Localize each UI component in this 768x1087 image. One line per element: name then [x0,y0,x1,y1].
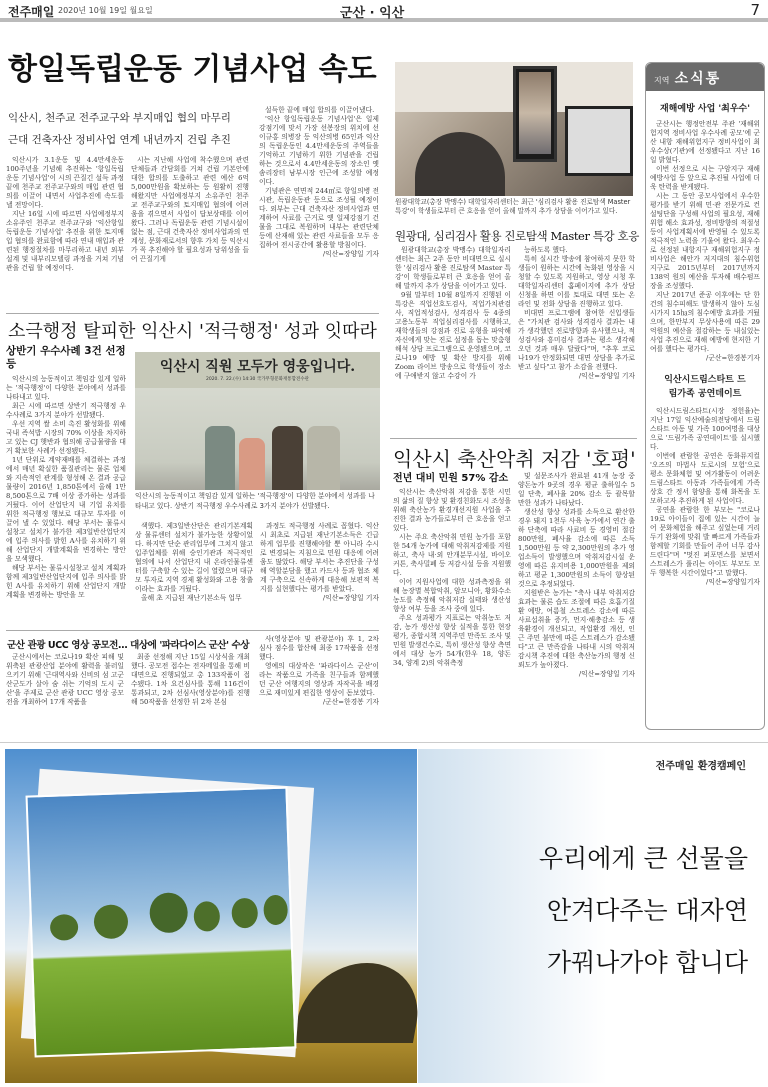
photo-banner-subtext: 2020. 7. 22.(수) 14:30 국가무형문화재통합전수관 [205,377,310,382]
article5-col2: 및 설문조사가 완료된 41개 농장 중 양돈농가 9곳의 경우 평균 출하일수 5일 단축, 폐사율 20% 감소 등 괄목할 만한 성과가 나타났다. 생산성 향상 성과를 소득으로 환산한 경우 돼지 1천두 사육 농가에서 연간 출하 단축에 따라 사료비 등 경영비 절감 800만원, 폐사율 감소에 따른 소득 1,500만원 등 약 2,300만원의 추가 영업소득이 발생했으며 악취저감시설 운영에 따른 유지비용 1,000만원을 제외하고 평균 1,300만원의 소득이 향상된 것으로 추정되었다. 지원받은 농가는 "축사 내부 악취저감효과는 물론 습도 조절에 따른 호흡기질환 예방, 여름철 스트레스 감소에 따른 사료섭취율 증가, 먼지·해충감소 등 생육환경이 개선되고, 작업환경 개선, 인근 주민 불만에 따른 스트레스가 감소됐다"고 큰 만족감을 나타내 시의 악취저감시책 추진에 대한 축산농가의 행정 신뢰도가 높아졌다. /익산=장양일 기자 [518,472,635,678]
sidebar-item-body: 군산시는 행정안전부 주관 '재해위험지역 정비사업 우수사례 공모'에 군산 내항 재해위험지구 정비사업이 최우수상(기관)에 선정됐다고 지난 16일 밝혔다. 이번 선정으로 시는 구암지구 재해예방사업 등 앞으로 추진될 사업에 더욱 탄력을 받게됐다. 시는 그 동안 공모사업에서 우수한 평가를 받기 위해 민·관 전문가로 컨설팅단을 구성해 사업의 필요성, 재해위험 해소 효과성, 정비방향의 적절성 등이 사업계획서에 반영될 수 있도록 적극적인 노력을 기울여 왔다. 최우수로 선정된 내항지구 재해위험지구 정비사업은 해안가 저지대의 침수위험지구로 2015년부터 2017년까지 138억 원의 예산을 투자해 배수펌프장을 조성했다. 지난 2017년 준공 이후에는 단 한 건의 침수피해도 발생하지 않아 도심 시가지 15㏊의 침수예방 효과를 거뒀으며, 한만부지 무상사용에 따른 29억원의 예산을 절감하는 등 내실있는 사업 추진으로 재해 예방에 현저한 기여를 했다는 평가다. [650,120,760,353]
article1-col2: 시는 지난해 사업에 착수했으며 관련 단체들과 간담회를 거쳐 건립 기본안에 대한 합의를 도출하고 관련 예산 6억5,000만원을 확보하는 등 원활히 진행해왔지만 사업예정부지 소유주인 천주교 전주교구와의 토지매입 협의에 어려움을 겪으면서 사업이 답보상태를 이어왔다. 그러나 독립운동 관련 기념시설이 없는 점, 근대 건축자산 정비사업과의 연계성, 문화재로서의 향후 가치 등 익산시가 꼭 추진해야 할 필요성과 당위성을 들어 끈질기게 [131,156,250,263]
sidebar-item-byline: /익산=장양일기자 [706,578,760,586]
local-news-sidebar [645,62,765,730]
tree [231,898,258,929]
divider [390,438,637,439]
article3-col3: 사(영상분야 및 관광분야) 후 1, 2차 심사 점수를 합산해 최종 17작품을 선정했다. 영예의 대상작은 '파라다이스 군산'이라는 작품으로 가족을 친구들과 함께했던 군산 여행지의 영상과 자작곡을 배경으로 재미있게 편집한 영상이 돋보였다. /군산=한경봉 기자 [259,635,379,706]
article1-byline: /익산=장양일 기자 [322,250,379,258]
article1-col1: 익산시가 3.1운동 및 4.4만세운동 100주년을 기념해 추진하는 '항일독립운동 기념사업'이 시의 끈질긴 설득 과정 끝에 천주교 전주교구와의 매입 관련 협의를 이끌어 내면서 사업추진에 속도를 낼 전망이다. 지난 16일 시에 따르면 사업예정부지 소유주인 천주교 전주교구와 '익산항일독립운동 기념사업' 추진을 위한 토지매입 협의를 완료함에 따라 연내 매입과 관련된 행정절차를 마무리하고 내년 외부설계 및 내부리모델링 과정을 거쳐 기념관을 건립 할 예정이다. [6,156,125,272]
article2-photo-caption: 익산시의 능동적이고 책임감 있게 일하는 '적극행정'이 다양한 분야에서 성과를 나타내고 있다. 상반기 적극행정 우수사례로 3가지 분야가 선발됐다. [135,492,375,510]
article5-subhead: 전년 대비 민원 57% 감소 [393,473,509,484]
environment-campaign-ad [0,742,768,1087]
paper-logo: 전주매일 [8,5,55,19]
sidebar-item-title: 재해예방 사업 '최우수' [659,104,751,114]
sidebar-item-title: 익산시드림스타트 드림가족 공연데이트 [664,375,746,399]
sidebar-header: 지역 소식통 [646,63,764,91]
ad-inner-photo [26,787,297,1058]
tree [50,914,79,941]
person-figure [415,132,505,196]
sidebar-item-body: 익산시드림스타트(시장 정헌율)는 지난 17일 익산예술의전당에서 드림스타트 아동 및 가족 100여명을 대상으로 '드림가족 공연데이트'를 실시했다. 이번에 관람한 공연은 동화뮤지컬 '오즈의 마법사 도로시의 모험'으로 평소 문화체험 및 여가활동이 어려운 드림스타트 아동과 가족들에게 가족 상호 간 정서 함양을 통해 화목을 도모하고자 추진하게 된 사업이다. 공연을 관람한 한 부모는 "코로나19로 아이들이 집에 있는 시간이 늘어 문화체험을 해주고 싶었는데 거리두기 완화에 맞춰 발 빠르게 가족들과 함께할 기회를 만들어 주어 너무 감사드린다"며 "멋진 퍼포먼스를 보면서 스트레스가 풀리는 아이도 부모도 모두 행복한 시간이었다"고 말했다. [650,407,760,577]
article1-subhead-1: 익산시, 천주교 전주교구와 부지매입 협의 마무리 [8,112,231,124]
article1-col3: 설득한 끝에 매입 합의를 이끌어냈다. '익산 항일독립운동 기념사업'은 일제강점기에 맞서 가장 선봉장의 위치에 선 이규홍 의병장 등 익산의병 65인과 익산의 독립운동인 4.4만세운동의 주역들을 기억하고 기념하기 위한 기념관을 건립하는 것으로서 4.4만세운동의 장소인 옛 솜리장터 남부시장 인근에 조성할 예정이다. 기념관은 연면적 244㎡로 항일의병 전시관, 독립운동관 등으로 조성될 예정이다. 외부는 근대 건축자산 정비사업과 연계하여 사료를 근거로 옛 일제강점기 건물을 그대로 복원하며 내부는 관련단체 등에 산재해 있는 관련 사료들을 모두 응집하여 전시공간에 활용할 방침이다. /익산=장양일 기자 [259,106,379,258]
article3-byline: /군산=한경봉 기자 [322,698,379,706]
page-number: 7 [750,1,760,19]
article4-headline: 원광대, 심리검사 활용 진로탐색 Master 특강 호응 [395,229,639,243]
article1-headline: 항일독립운동 기념사업 속도 [8,52,377,87]
article2-headline: 소극행정 탈피한 익산시 '적극행정' 성과 잇따라 [8,321,377,342]
section-title: 군산 · 익산 [340,6,405,21]
article1-subhead-2: 근대 건축자산 정비사업 연계 내년까지 건립 추진 [8,134,231,146]
person-figure [239,438,265,490]
article2-photo [135,352,380,490]
article4-photo-caption: 원광대학교(총장 박맹수) 대학일자리센터는 최근 '심리검사 활용 진로탐색 Master 특강'이 학생들로부터 큰 호응을 얻어 올해 말까지 추가 상담을 이어가고 있다. [395,198,631,215]
monitor-vertical [513,66,557,162]
tree [193,901,220,932]
tree [263,895,288,926]
article3-col1: 군산시에서는 코로나19 확산 피해 및 위축된 관광산업 분야에 활력을 불러일으키기 위해 '근대역사와 신비의 섬 고군산군도가 살아 숨 쉬는 기억의 도시 군산'을 주제로 군산 관광 UCC 영상 공모전을 개최하여 17개 작품을 [6,653,124,706]
ad-campaign-label: 전주매일 환경캠페인 [655,761,746,772]
article5-headline: 익산시 축산악취 저감 '호평' [393,447,636,471]
masthead [0,0,768,22]
ad-slogan: 우리에게 큰 선물을 안겨다주는 대자연 가꿔나가야 합니다 [538,844,748,977]
article4-photo [395,62,633,196]
article2-byline: /익산=장양일 기자 [322,594,379,602]
article2-col2: 색했다. 제3일반산단은 관리기본계획상 물류센터 설치가 불가능한 상황이었다. 하지만 단순 관리업무에 그치지 않고 입주업체를 위해 승인기관과 적극적인 협의에 나서 산업단지 내 온라인물류센터를 구축할 수 있는 길이 열렸으며 대규모 투자로 지역 경제 활성화와 고용 창출이라는 효과를 거뒀다. 올해 초 지급된 재난기본소득 업무 [135,522,254,602]
article5-col1: 익산시는 축산악취 저감을 통한 시민의 삶의 질 향상 및 환경친화도시 조성을 위해 축산농가 환경개선지원 사업을 추진한 결과 농가들로부터 큰 호응을 얻고 있다. 시는 주요 축산악취 민원 농가를 포함한 54개 농가에 대해 악취저감제를 지원하고, 축사 내·외 안개분무시설, 바이오커튼, 축사밀폐 등 저감시설 등을 지원했다. 이어 지원사업에 대한 성과측정을 위해 농장별 복합악취, 암모니아, 황화수소 농도를 측정해 악취저감 실태와 생산성 향상 여부 등을 조사 중에 있다. 주요 성과평가 지표로는 악취농도 저감, 농가 생산성 향상 실적을 통한 현장평가, 종합시책 지역주민 만족도 조사 및 민원 발생건수로, 특히 생산성 향상 측면에서 대상 농가 54개(한우 18, 양돈 34, 양계 2)의 악취측정 [393,488,512,667]
photo-banner-text: 익산시 직원 모두가 영웅입니다. [159,359,356,375]
issue-date: 2020년 10월 19일 월요일 [58,6,153,15]
article2-col1: 상반기 우수사례 3건 선정 등 익산시의 능동적이고 책임감 있게 일하는 '적극행정'이 다양한 분야에서 성과를 나타내고 있다. 최근 시에 따르면 상반기 적극행정 우수사례로 3가지 분야가 선발됐다. 우선 지역 쌀 소비 촉진 활성화를 위해 국내 즉석밥 시장의 70% 이상을 차지하고 있는 CJ 햇반과 협의해 공급물량을 대거 확보한 사례가 선정됐다. 1년 단위로 계약재배를 체결하는 과정에서 매년 확실한 품질관리는 물론 업체와 지속적인 관계를 형성해 온 결과 공급물량이 2016년 1,850톤에서 올해 1만8,500톤으로 7배 이상 증가하는 성과를 거뒀다. 이어 산업단지 내 기업 유치를 위한 적극행정 행보로 대규모 투자를 이끌어 낼 수 있었다. 해당 부서는 물류시설창고 설치가 불가한 제3일반산업단지에 입주 의사를 밝힌 A사를 유치하기 위해 산업단지 개발계획을 변경하는 방안을 모색했다. 해당 부서는 물류시설창고 설치 계획과 함께 제3일반산업단지에 입주 의사를 밝힌 A사를 유치하기 위해 산업단지 개발계획을 변경하는 방안을 모 [6,345,126,599]
divider [6,630,379,631]
article2-col3: 과정도 적극행정 사례로 꼽혔다. 익산시 최초로 지급된 재난기본소득은 긴급하게 업무를 진행해야할 뿐 아니라 수시로 변경되는 지침으로 민원 대응에 어려움도 많았다. 해당 부서는 추진단을 구성해 역할분담을 했고 카드사 등과 협조 체계 구축으로 신속하게 대응해 보편적 복지를 실현했다는 평가를 받았다. /익산=장양일 기자 [260,522,379,602]
article5-byline: /익산=장양일 기자 [578,670,635,678]
tree [93,904,128,939]
article3-col2: 최종 선정해 지난 15일 시상식을 개최했다. 공모전 접수는 전자메일을 통해 비대면으로 진행되었고 총 133작품이 접수됐다. 1차 요건심사를 통해 116건이 통과되고, 2차 선심사(영상분야)를 진행 해 50작품을 선정한 뒤 2차 본심 [131,653,250,706]
person-figure [205,426,235,490]
article4-byline: /익산=장양일 기자 [578,372,635,380]
monitor-main [565,106,633,176]
sidebar-item-byline: /군산=한경봉기자 [706,354,760,362]
divider [6,313,379,314]
article2-subhead: 상반기 우수사례 3건 선정 등 [6,345,126,370]
tree [149,892,188,933]
article4-col1: 원광대학교(총장 박맹수) 대학일자리센터는 최근 2주 동안 비대면으로 실시한 '심리검사 활용 진로탐색 Master 특강'이 학생들로부터 큰 호응을 얻어 올해 말까지 추가 상담을 이어가고 있다. 9월 말부터 10월 8일까지 진행된 이 특강은 직업선호도검사, 직업가치관검사, 직업적성검사, 성격검사 등 4종의 고용노동부 직업심리검사를 시행하고, 재학생들의 강점과 진로 유형을 파악해 자신에게 맞는 진로 설정을 돕는 맞춤형 해석 상담 프로그램으로 운영됐으며, 코로나19 예방 및 확산 방지를 위해 Zoom 라이브 방송으로 학생들이 장소에 구애받지 않고 수강이 가 [395,246,511,380]
article3-headline: 군산 관광 UCC 영상 공모전… 대상에 '파라다이스 군산' 수상 [7,640,250,651]
person-figure [307,426,340,490]
article4-col2: 능하도록 했다. 특히 실시간 방송에 참여하지 못한 학생들이 원하는 시간에 녹화된 영상을 시청할 수 있도록 지원하고, 영상 시청 후 대학일자리센터 홈페이지에 추가 상담 신청을 하면 이를 토대로 대면 또는 온라인 및 전화 상담을 진행하고 있다. 비대면 프로그램에 참여한 신입생들은 "가치관 검사와 성격검사 결과는 내가 생각했던 진로방향과 유사했으나, 적성검사와 흥미검사 결과는 평소 생각해오던 것과 매우 달랐다"며, "추후 코로나19가 안정화되면 대면 상담을 추가로 받고 싶다"고 참가 소감을 전했다. /익산=장양일 기자 [518,246,635,380]
person-figure [272,426,303,490]
